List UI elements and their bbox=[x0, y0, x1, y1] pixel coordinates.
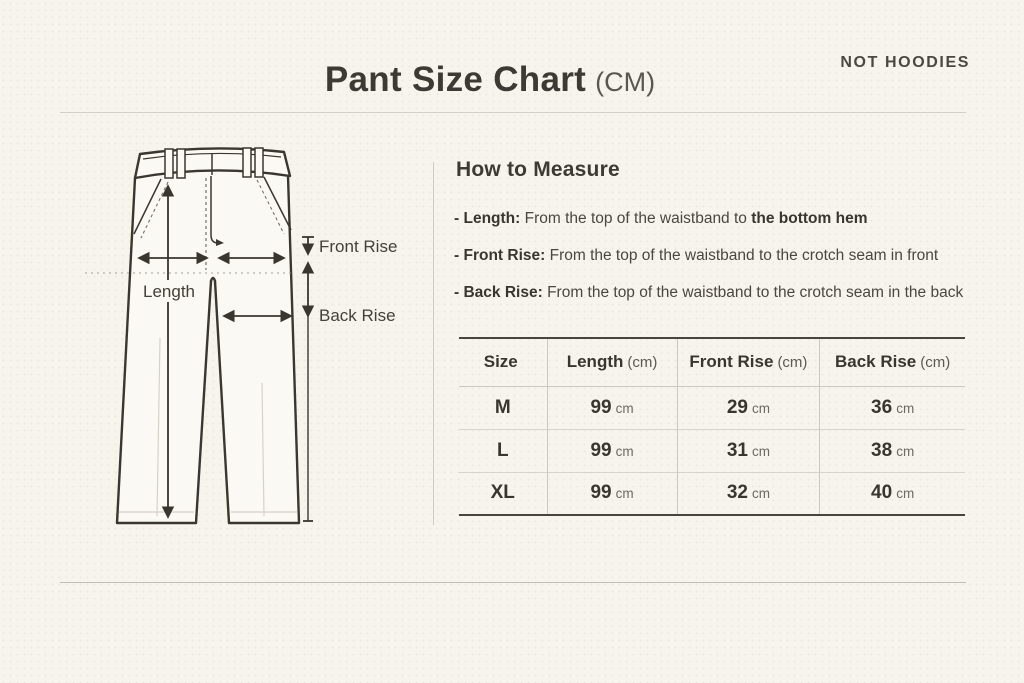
cell-size: XL bbox=[459, 472, 547, 515]
cell-size: M bbox=[459, 386, 547, 429]
measure-desc: From the top of the waistband to the crotch seam in front bbox=[549, 247, 939, 264]
back-rise-label: Back Rise bbox=[319, 306, 396, 325]
how-to-measure-heading: How to Measure bbox=[456, 158, 620, 181]
measure-item-front-rise bbox=[454, 247, 938, 265]
page-title-unit: (CM) bbox=[595, 67, 656, 97]
measure-desc-bold: the bottom hem bbox=[751, 210, 868, 227]
bullet-dash: - bbox=[454, 284, 460, 301]
cell-length: 99 cm bbox=[547, 472, 677, 515]
table-row-xl bbox=[459, 472, 965, 515]
col-header-size: Size bbox=[459, 338, 547, 386]
bullet-dash: - bbox=[454, 247, 460, 264]
cell-front-rise: 32 cm bbox=[677, 472, 820, 515]
col-header-length: Length (cm) bbox=[547, 338, 677, 386]
cell-front-rise: 29 cm bbox=[677, 386, 820, 429]
measure-term: Front Rise: bbox=[463, 247, 546, 264]
bullet-dash: - bbox=[454, 210, 460, 227]
measure-desc: From the top of the waistband to bbox=[524, 210, 747, 227]
cell-back-rise: 38 cm bbox=[820, 429, 965, 472]
measure-desc: From the top of the waistband to the crotch seam in the back bbox=[547, 284, 964, 301]
rise-dimension-line bbox=[302, 237, 314, 521]
table-row-m bbox=[459, 386, 965, 429]
footer-divider bbox=[60, 582, 966, 583]
col-header-back-rise: Back Rise (cm) bbox=[820, 338, 965, 386]
section-divider bbox=[433, 162, 434, 525]
header-divider bbox=[60, 112, 966, 113]
measure-item-back-rise bbox=[454, 284, 963, 302]
cell-front-rise: 31 cm bbox=[677, 429, 820, 472]
col-header-front-rise: Front Rise (cm) bbox=[677, 338, 820, 386]
size-table-section bbox=[459, 337, 965, 516]
header bbox=[0, 60, 980, 100]
length-label: Length bbox=[143, 282, 195, 301]
cell-length: 99 cm bbox=[547, 386, 677, 429]
brand-logo-text: NOT HOODIES bbox=[840, 54, 970, 71]
size-table bbox=[459, 337, 965, 516]
cell-size: L bbox=[459, 429, 547, 472]
measure-term: Back Rise: bbox=[463, 284, 543, 301]
cell-back-rise: 36 cm bbox=[871, 396, 915, 418]
page-title: Pant Size Chart bbox=[324, 60, 587, 99]
measure-term: Length: bbox=[463, 210, 521, 227]
measure-item-length bbox=[454, 210, 867, 228]
cell-back-rise: 40 cm bbox=[820, 472, 965, 515]
pants-diagram bbox=[60, 133, 420, 533]
table-row-l bbox=[459, 429, 965, 472]
size-table-header-row bbox=[459, 338, 965, 386]
cell-length: 99 cm bbox=[547, 429, 677, 472]
front-rise-label: Front Rise bbox=[319, 237, 398, 256]
